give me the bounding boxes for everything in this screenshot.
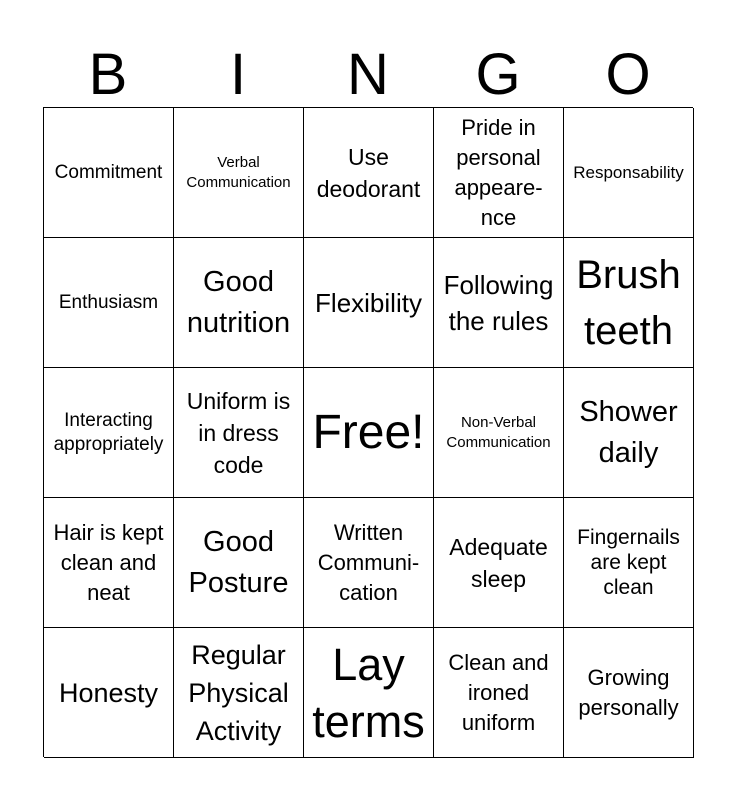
cell-text: Use deodorant — [316, 143, 421, 202]
header-letter-o: O — [605, 42, 651, 107]
bingo-cell[interactable] — [174, 628, 304, 758]
bingo-grid — [43, 107, 693, 757]
bingo-cell[interactable] — [44, 238, 174, 368]
cell-text: Growing personally — [578, 664, 679, 720]
bingo-cell[interactable] — [174, 498, 304, 628]
free-space-text: Free! — [312, 405, 425, 459]
cell-text: Clean and ironed uniform — [448, 649, 549, 735]
cell-text: Fingernails are kept clean — [577, 526, 680, 599]
cell-text: Pride in personal appeare-nce — [454, 114, 543, 230]
bingo-cell[interactable] — [174, 368, 304, 498]
cell-text: Responsability — [573, 162, 684, 182]
cell-text: Brush teeth — [576, 252, 681, 353]
bingo-cell[interactable] — [434, 108, 564, 238]
cell-text: Adequate sleep — [449, 533, 548, 592]
bingo-cell[interactable] — [44, 368, 174, 498]
cell-text: Good nutrition — [186, 265, 291, 339]
cell-text: Hair is kept clean and neat — [53, 519, 164, 605]
bingo-cell[interactable] — [434, 238, 564, 368]
cell-text: Following the rules — [443, 269, 554, 336]
cell-text: Interacting appropriately — [53, 409, 164, 455]
bingo-cell[interactable] — [304, 628, 434, 758]
bingo-cell[interactable] — [564, 108, 694, 238]
cell-text: Flexibility — [315, 287, 422, 318]
header-letter-n: N — [347, 42, 389, 107]
bingo-cell[interactable] — [564, 498, 694, 628]
bingo-cell[interactable] — [564, 368, 694, 498]
cell-text: Non-Verbal Communication — [446, 413, 551, 451]
bingo-header — [43, 42, 693, 108]
cell-text: Shower daily — [579, 395, 678, 469]
header-letter-b: B — [88, 42, 128, 107]
bingo-cell[interactable] — [434, 628, 564, 758]
cell-text: Uniform is in dress code — [186, 387, 291, 478]
bingo-cell[interactable] — [174, 108, 304, 238]
header-letter-g: G — [475, 42, 521, 107]
cell-text: Honesty — [58, 677, 159, 708]
bingo-cell[interactable] — [44, 498, 174, 628]
bingo-cell[interactable] — [44, 628, 174, 758]
cell-text: Good Posture — [188, 525, 289, 599]
bingo-cell[interactable] — [304, 498, 434, 628]
bingo-cell[interactable] — [174, 238, 304, 368]
cell-text: Enthusiasm — [58, 291, 159, 313]
bingo-cell[interactable] — [304, 238, 434, 368]
cell-text: Commitment — [54, 161, 163, 183]
bingo-cell[interactable] — [304, 108, 434, 238]
bingo-cell[interactable] — [564, 238, 694, 368]
bingo-cell[interactable] — [434, 368, 564, 498]
bingo-cell[interactable] — [44, 108, 174, 238]
cell-text: Verbal Communication — [186, 153, 291, 191]
bingo-cell[interactable] — [564, 628, 694, 758]
header-letter-i: I — [229, 42, 247, 107]
cell-text: Lay terms — [312, 638, 425, 747]
cell-text: Written Communi-cation — [317, 519, 420, 605]
free-space-cell[interactable] — [304, 368, 434, 498]
cell-text: Regular Physical Activity — [188, 639, 289, 746]
bingo-cell[interactable] — [434, 498, 564, 628]
